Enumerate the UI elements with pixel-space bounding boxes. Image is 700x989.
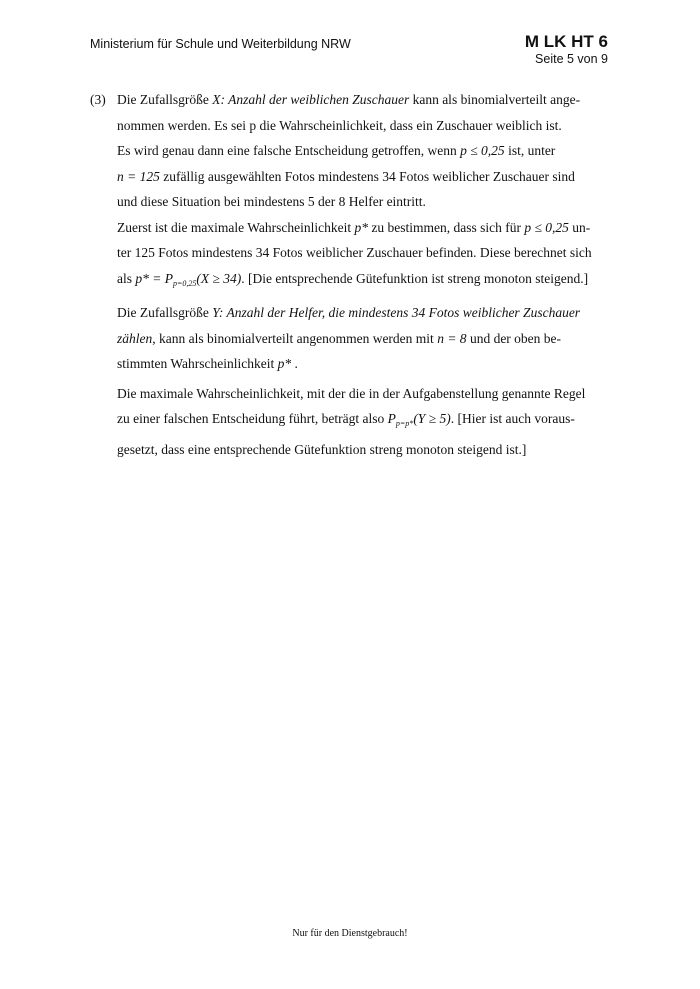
text-line: nommen werden. Es sei p die Wahrscheinlichkeit, dass ein Zuschauer weiblich ist. [117,117,562,133]
math-expression: p ≤ 0,25 [524,219,573,235]
math-expression: P [387,411,396,426]
text-line [117,406,610,437]
text-line [117,326,610,352]
text-line [117,215,610,241]
math-expression: (X ≥ 34) [196,270,242,286]
math-subscript: p=0,25 [172,278,197,288]
header-ministry: Ministerium für Schule und Weiterbildung NRW [90,37,351,51]
text-line [117,351,610,377]
math-expression: n = 125 [117,168,164,184]
text-run: un- [572,219,591,235]
variable-definition-y: Y: Anzahl der Helfer, die mindestens 34 Fotos weiblicher Zuschauer [212,305,581,320]
footer-notice: Nur für den Dienstgebrauch! [292,928,408,939]
text-run: zu bestimmen, dass sich für [367,219,525,235]
text-run: . [Hier ist auch voraus- [450,411,575,426]
text-run: Es wird genau dann eine falsche Entscheidung getroffen, wenn [117,143,461,158]
math-expression: p ≤ 0,25 [460,143,509,158]
text-run: . [294,356,298,371]
math-expression: n = 8 [437,330,470,346]
item-number: (3) [90,92,106,107]
text-run: . [Die entsprechende Gütefunktion ist streng monoton steigend.] [241,270,589,286]
item-text [117,87,610,462]
text-line: gesetzt, dass eine entsprechende Gütefunktion streng monoton steigend ist.] [117,441,527,457]
text-run: , kann als binomialverteilt angenommen werden mit [152,330,438,346]
header-right [525,32,608,66]
text-run: Zuerst ist die maximale Wahrscheinlichkeit [117,219,355,235]
text-line: ter 125 Fotos mindestens 34 Fotos weiblicher Zuschauer befinden. Diese berechnet sich [117,245,592,260]
text-run: Die Zufallsgröße [117,92,213,107]
text-line: und diese Situation bei mindestens 5 der 8 Helfer eintritt. [117,194,426,209]
solution-item [90,87,610,462]
course-code: M LK HT 6 [524,32,608,51]
math-expression: p* = P [135,270,173,286]
text-run: zu einer falschen Entscheidung führt, beträgt also [117,411,388,426]
text-line [117,266,610,297]
math-expression: (Y ≥ 5) [413,411,451,426]
text-run: als [117,270,136,286]
math-subscript: p=p* [395,419,414,428]
text-run: und der oben be- [469,330,562,346]
text-run: Die Zufallsgröße [117,305,213,320]
text-run: kann als binomialverteilt ange- [409,92,581,107]
page-number: Seite 5 von 9 [535,52,608,66]
text-line [117,87,610,113]
text-run: ist, unter [508,143,556,158]
text-line [117,300,610,326]
math-expression: p* [277,356,295,371]
text-run: zufällig ausgewählten Fotos mindestens 34 Fotos weiblicher Zuschauer sind [163,168,575,184]
text-line [117,138,610,164]
text-run: stimmten Wahrscheinlichkeit [117,356,278,371]
variable-definition-x: X: Anzahl der weiblichen Zuschauer [212,92,410,107]
math-expression: p* [354,219,368,235]
variable-definition-y-end: zählen [117,330,153,346]
text-line [117,164,610,190]
text-line: Die maximale Wahrscheinlichkeit, mit der die in der Aufgabenstellung genannte Regel [117,385,586,401]
